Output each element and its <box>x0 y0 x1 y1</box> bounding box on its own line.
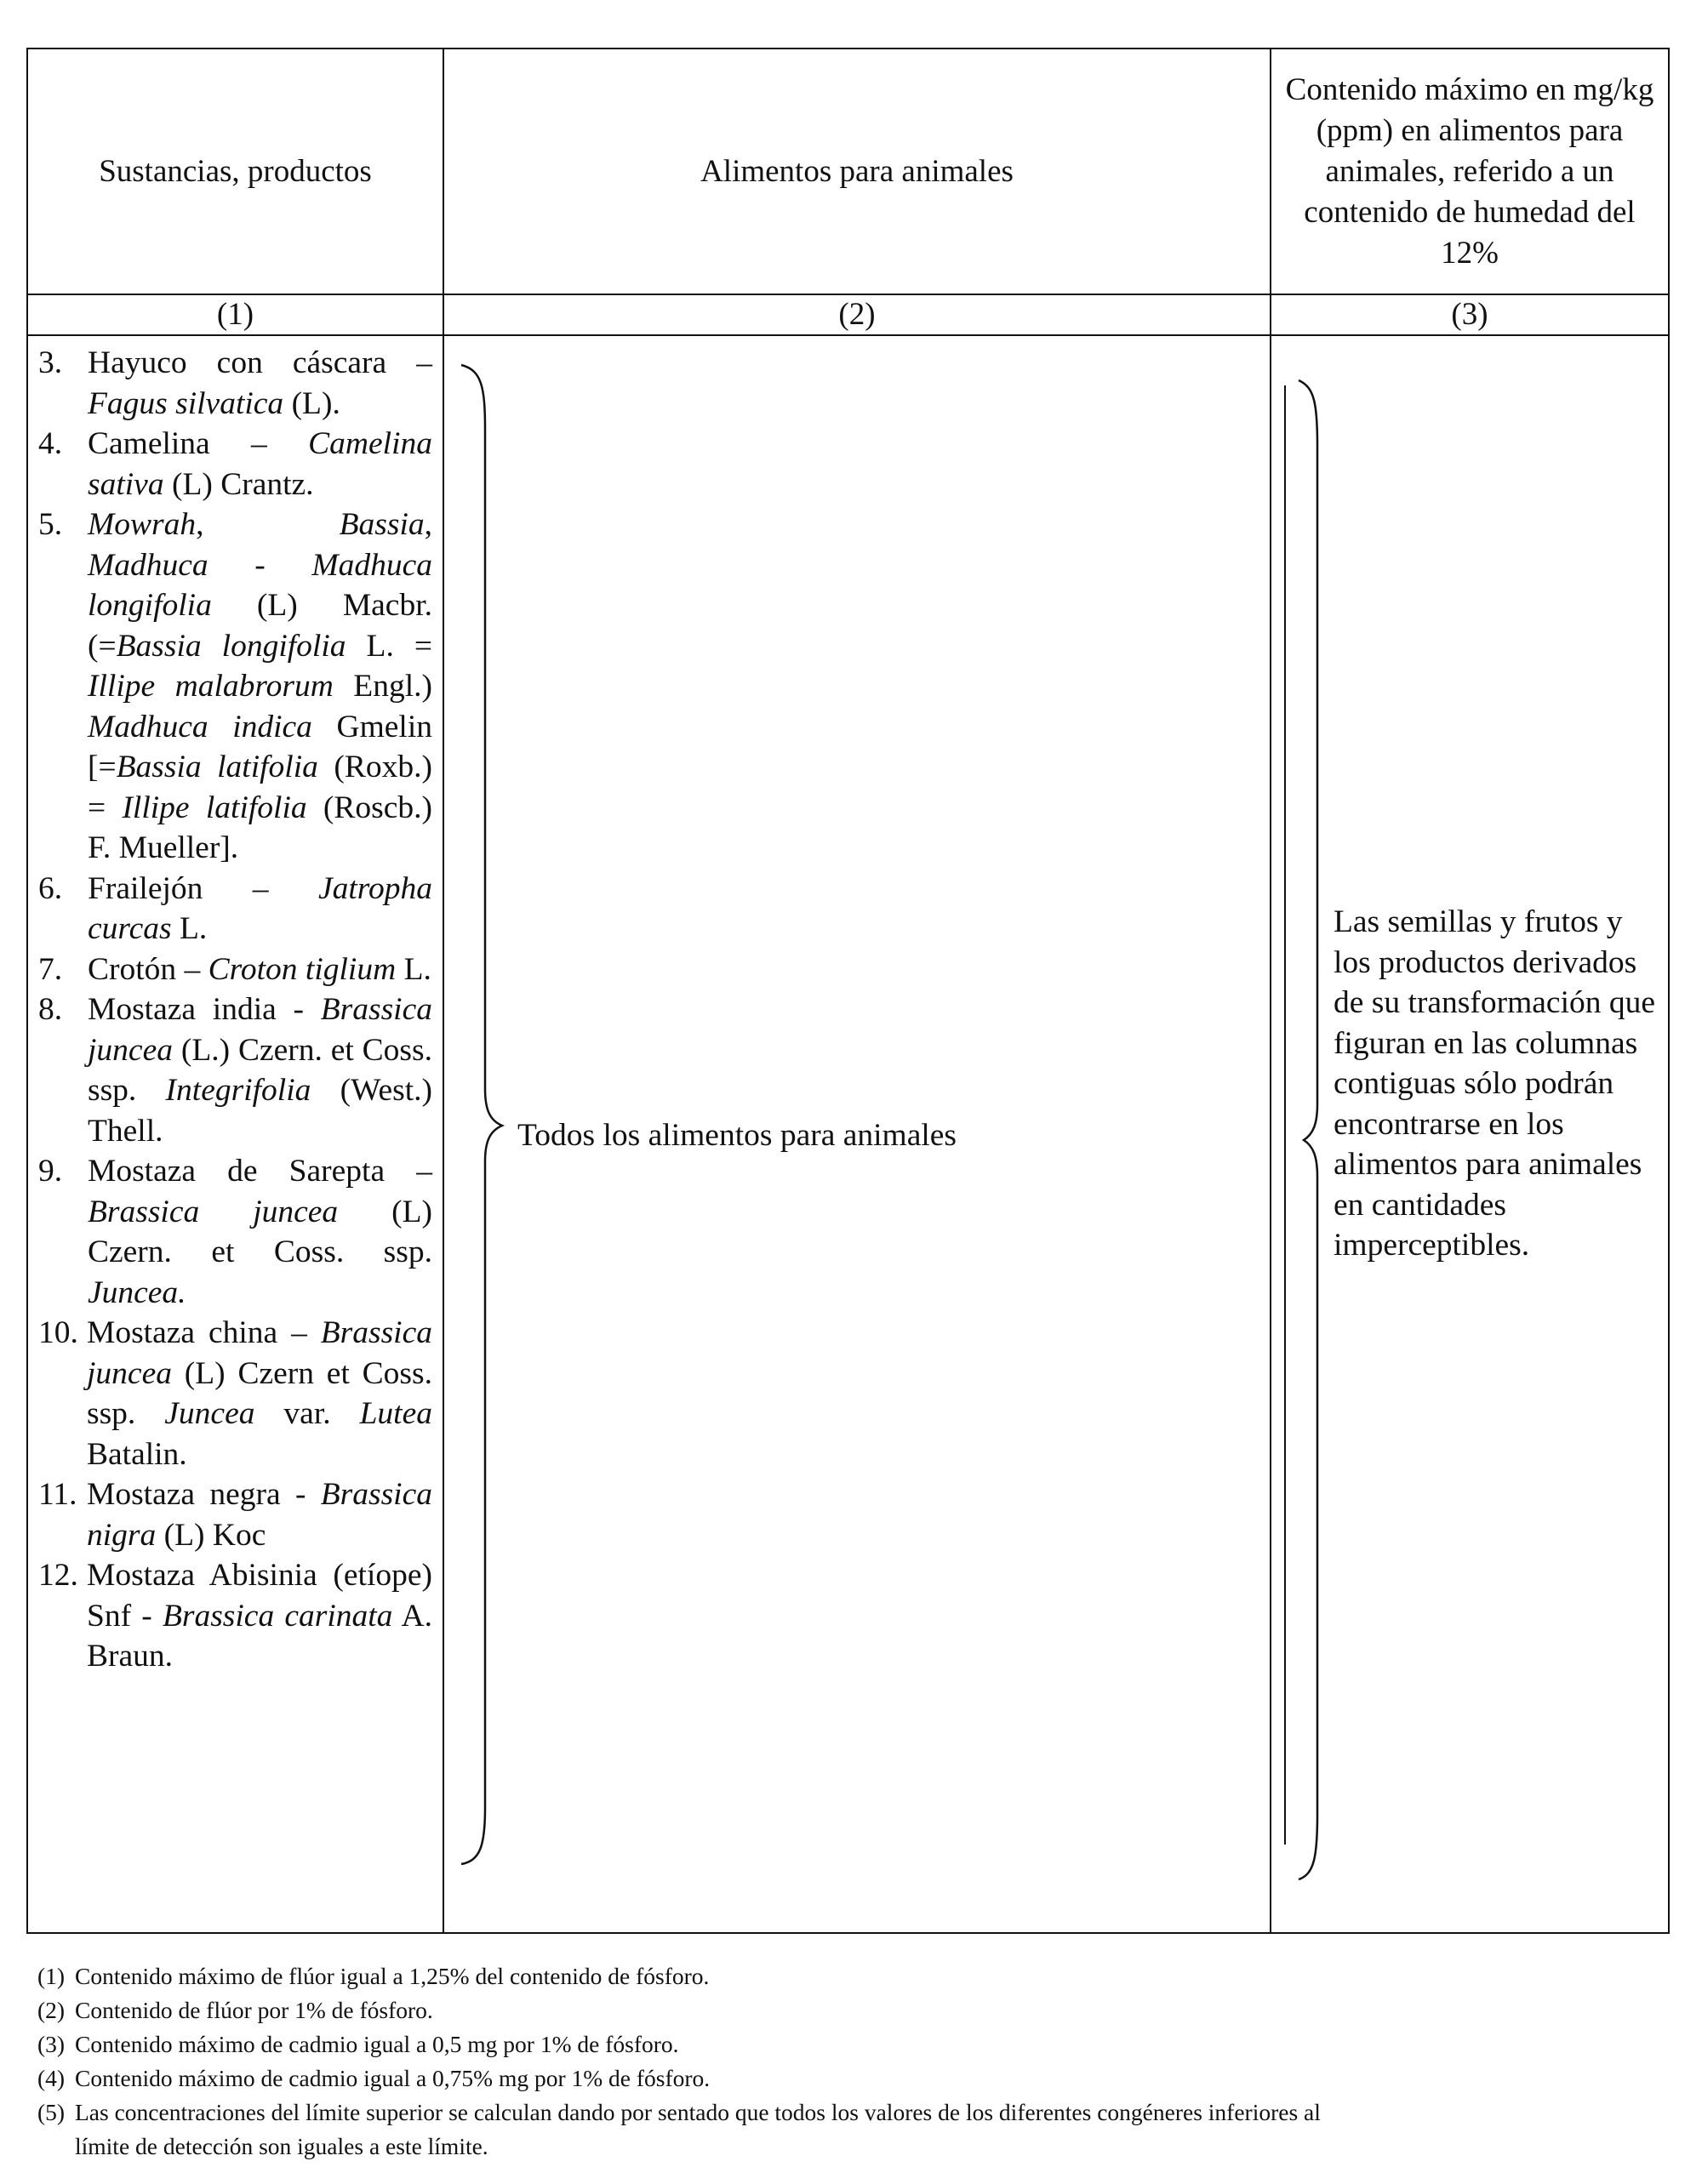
column-number-2: (2) <box>443 294 1271 335</box>
column-number-3: (3) <box>1271 294 1669 335</box>
footnote-continuation: límite de detección son iguales a este límite. <box>75 2133 488 2159</box>
footnote: (4) Contenido máximo de cadmio igual a 0,75% mg por 1% de fósforo. <box>37 2065 711 2091</box>
footnote: (3) Contenido máximo de cadmio igual a 0,5 mg por 1% de fósforo. <box>37 2031 679 2057</box>
footnote: (2) Contenido de flúor por 1% de fósforo. <box>37 1997 433 2023</box>
list-item: 10. Mostaza china – Brassica juncea (L) Czern et Coss. ssp. Juncea var. Lutea Batalin. <box>38 1315 432 1472</box>
feed-cell <box>443 335 1271 1933</box>
header-feed: Alimentos para animales <box>443 48 1271 294</box>
header-substances: Sustancias, productos <box>27 48 443 294</box>
substances-cell <box>27 335 443 1933</box>
list-item: 3. Hayuco con cáscara – Fagus silvatica (L). <box>38 345 432 421</box>
substances-list <box>38 343 432 1677</box>
list-item: 12. Mostaza Abisinia (etíope) Snf - Brassica carinata A. Braun. <box>38 1558 432 1674</box>
list-item: 8. Mostaza india - Brassica juncea (L.) Czern. et Coss. ssp. Integrifolia (West.) Thell. <box>38 992 432 1149</box>
list-item: 6. Frailejón – Jatropha curcas L. <box>38 870 432 946</box>
header-max-content: Contenido máximo en mg/kg (ppm) en alimentos para animales, referido a un contenido de humedad del 12% <box>1271 48 1669 294</box>
column-number-row <box>27 294 1669 335</box>
list-item: 7. Crotón – Croton tiglium L. <box>38 951 431 987</box>
list-item: 5. Mowrah, Bassia, Madhuca - Madhuca longifolia (L) Macbr. (=Bassia longifolia L. = Illipe malabrorum Engl.) Madhuca indica Gmelin [=Bassia latifolia (Roxb.) = Illipe latifolia (Roscb.) F. Mueller]. <box>38 507 433 865</box>
max-content-cell <box>1271 335 1669 1933</box>
list-item: 4. Camelina – Camelina sativa (L) Crantz. <box>38 426 432 502</box>
header-row <box>27 48 1669 294</box>
left-bracket-icon <box>1283 377 1326 1883</box>
max-content-text: Las semillas y frutos y los productos derivados de su transformación que figuran en las columnas contiguas sólo podrán encontrarse en los alimentos para animales en cantidades imperceptibles. <box>1334 904 1656 1263</box>
footnote: (5) Las concentraciones del límite superior se calculan dando por sentado que todos los valores de los diferentes congéneres inferiores al <box>37 2099 1321 2125</box>
list-item: 11. Mostaza negra - Brassica nigra (L) Koc <box>38 1477 432 1553</box>
footnote: (1) Contenido máximo de flúor igual a 1,25% del contenido de fósforo. <box>37 1963 710 1989</box>
footnotes <box>37 1959 1697 2164</box>
column-number-1: (1) <box>27 294 443 335</box>
right-brace-icon <box>456 362 507 1868</box>
feed-text: Todos los alimentos para animales <box>517 1118 957 1153</box>
feed-substances-table <box>26 48 1670 1934</box>
body-row <box>27 335 1669 1933</box>
list-item: 9. Mostaza de Sarepta – Brassica juncea (L) Czern. et Coss. ssp. Juncea. <box>38 1154 432 1310</box>
